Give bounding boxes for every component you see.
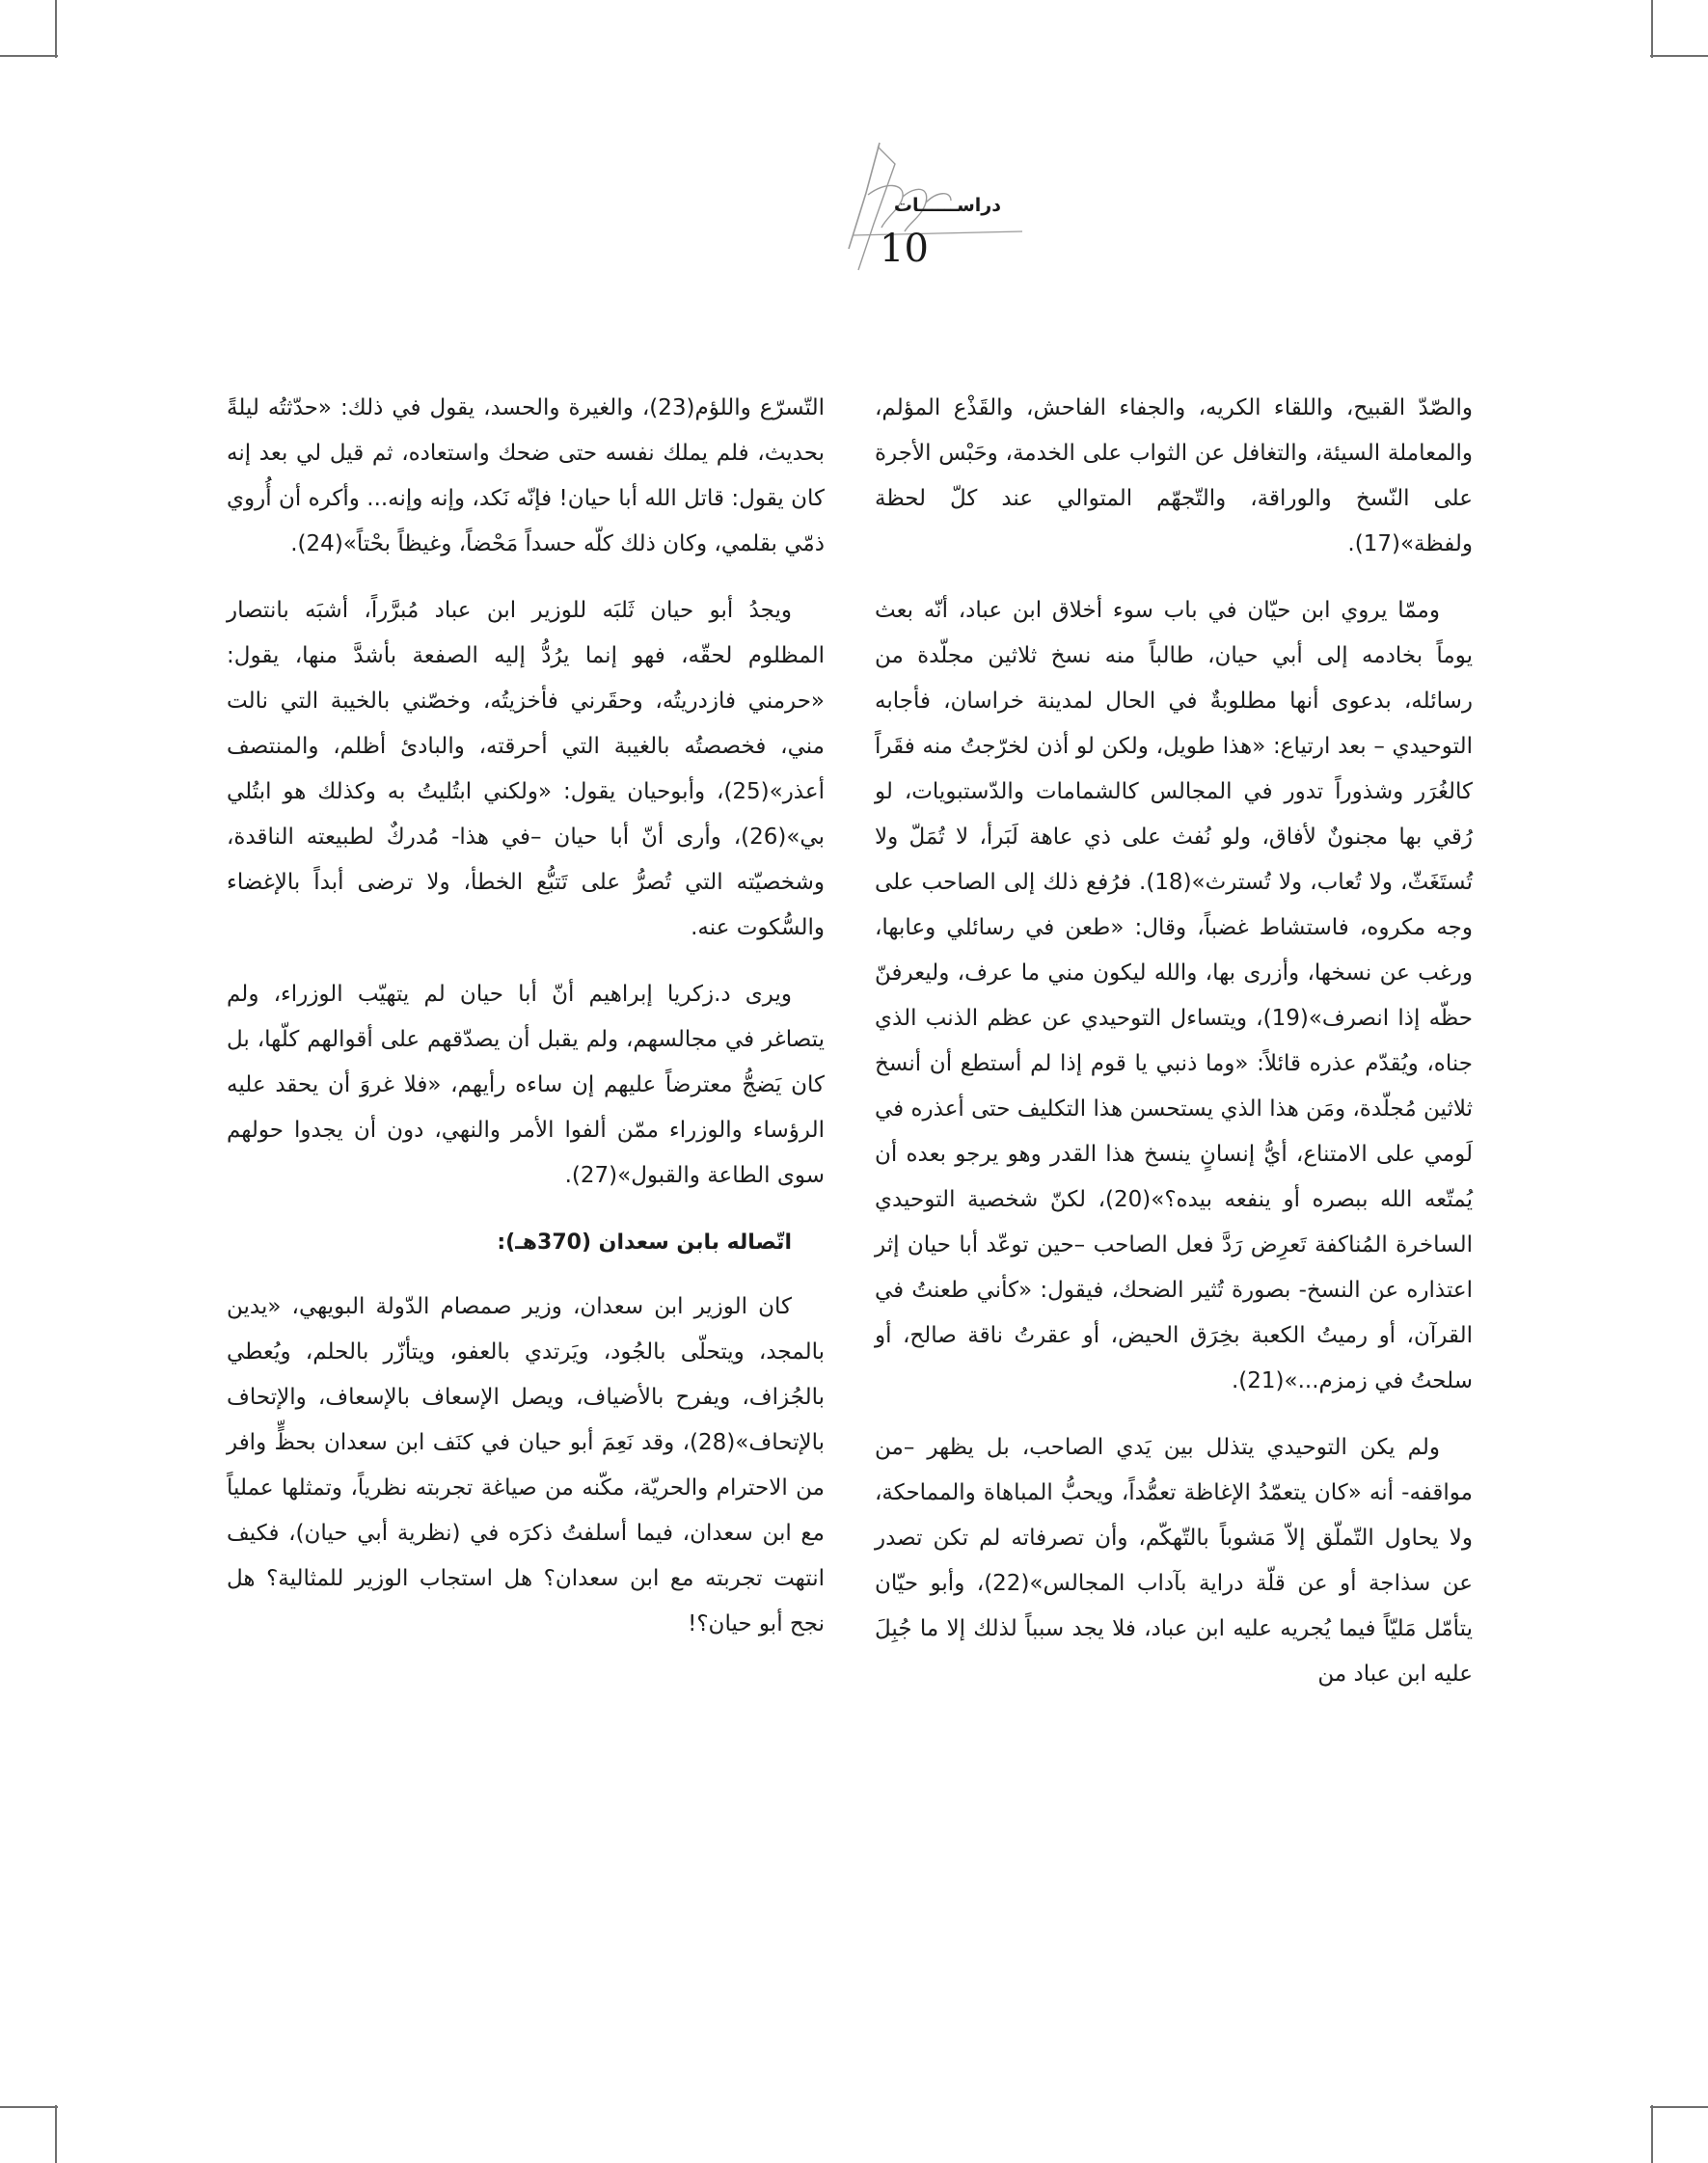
page-header bbox=[810, 135, 1051, 280]
crop-mark-top-right-horizontal bbox=[1650, 55, 1708, 57]
crop-mark-top-left-horizontal bbox=[0, 55, 58, 57]
paragraph: ويرى د.زكريا إبراهيم أنّ أبا حيان لم يتهيّب الوزراء، ولم يتصاغر في مجالسهم، ولم يقبل أن يصدّقهم على أقوالهم كلّها، بل كان يَضجُّ معترضاً عليهم إن ساءه رأيهم، «فلا غروَ أن يحقد عليه الرؤساء والوزراء ممّن ألفوا الأمر والنهي، دون أن يجدوا حولهم سوى الطاعة والقبول»(27). bbox=[227, 982, 825, 1188]
crop-mark-top-left-vertical bbox=[55, 0, 57, 58]
paragraph: وممّا يروي ابن حيّان في باب سوء أخلاق ابن عباد، أنّه بعث يوماً بخادمه إلى أبي حيان، طالباً منه نسخ ثلاثين مجلّدة من رسائله، بدعوى أنها مطلوبةٌ في الحال لمدينة خراسان، فأجابه التوحيدي – بعد ارتياع: «هذا طويل، ولكن لو أذن لخرّجتُ منه فقَراً كالغُرَر وشذوراً تدور في المجالس كالشمامات والدّستبويات، لو رُقي بها مجنونٌ لأفاق، ولو نُفث على ذي عاهة لَبَرأ، لا تُمَلّ ولا تُستَغَثّ، ولا تُعاب، ولا تُسترث»(18). فرُفع ذلك إلى الصاحب على وجه مكروه، فاستشاط غضباً، وقال: «طعن في رسائلي وعابها، ورغب عن نسخها، وأزرى بها، والله ليكون مني ما عرف، وليعرفنّ حظّه إذا انصرف»(19)، ويتساءل التوحيدي عن عظم الذنب الذي جناه، ويُقدّم عذره قائلاً: «وما ذنبي يا قوم إذا لم أستطع أن أنسخ ثلاثين مُجلّدة، ومَن هذا الذي يستحسن هذا التكليف حتى أعذره في لَومي على الامتناع، أيُّ إنسانٍ ينسخ هذا القدر وهو يرجو بعده أن يُمتّعه الله ببصره أو ينفعه بيده؟»(20)، لكنّ شخصية التوحيدي الساخرة المُناكفة تَعرِض رَدَّ فعل الصاحب –حين توعّد أبا حيان إثر اعتذاره عن النسخ- بصورة تُثير الضحك، فيقول: «كأني طعنتُ في القرآن، أو رميتُ الكعبة بخِرَق الحيض، أو عقرتُ ناقة صالح، أو سلحتُ في زمزم...»(21). bbox=[875, 598, 1473, 1393]
crop-mark-bottom-right-vertical bbox=[1651, 2105, 1653, 2163]
crop-mark-top-right-vertical bbox=[1651, 0, 1653, 58]
section-heading: اتّصاله بابن سعدان (370هـ): bbox=[497, 1230, 792, 1255]
text-column-left bbox=[227, 386, 825, 1668]
crop-mark-bottom-left-vertical bbox=[55, 2105, 57, 2163]
crop-mark-bottom-right-horizontal bbox=[1650, 2106, 1708, 2108]
section-label: دراســــــات bbox=[893, 195, 1001, 216]
text-column-right bbox=[875, 386, 1473, 1718]
crop-mark-bottom-left-horizontal bbox=[0, 2106, 58, 2108]
paragraph: كان الوزير ابن سعدان، وزير صمصام الدّولة البويهي، «يدين بالمجد، ويتحلّى بالجُود، ويَرتدي بالعفو، ويتأزّر بالحلم، ويُعطي بالجُزاف، ويفرح بالأضياف، ويصل الإسعاف بالإسعاف، والإتحاف بالإتحاف»(28)، وقد نَعِمَ أبو حيان في كنَف ابن سعدان بحظٍّ وافر من الاحترام والحريّة، مكّنه من صياغة تجربته نظرياً، وتمثلها عملياً مع ابن سعدان، فيما أسلفتُ ذكرَه في (نظرية أبي حيان)، فكيف انتهت تجربته مع ابن سعدان؟ هل استجاب الوزير للمثالية؟ هل نجح أبو حيان؟! bbox=[227, 1294, 825, 1636]
paragraph: التّسرّع واللؤم(23)، والغيرة والحسد، يقول في ذلك: «حدّثتُه ليلةً بحديث، فلم يملك نفسه حتى ضحك واستعاده، ثم قيل لي بعد إنه كان يقول: قاتل الله أبا حيان! فإنّه نَكد، وإنه وإنه... وأكره أن أُروي ذمّي بقلمي، وكان ذلك كلّه حسداً مَحْضاً، وغيظاً بحْتاً»(24). bbox=[227, 395, 826, 556]
paragraph: ويجدُ أبو حيان ثَلبَه للوزير ابن عباد مُبرَّراً، أشبَه بانتصار المظلوم لحقّه، فهو إنما يرُدُّ إليه الصفعة بأشدَّ منها، يقول: «حرمني فازدريتُه، وحقَرني فأخزيتُه، وخصّني بالخيبة التي نالت مني، فخصصتُه بالغيبة التي أحرقته، والبادئ أظلم، والمنتصف أعذر»(25)، وأبوحيان يقول: «ولكني ابتُليتُ به وكذلك هو ابتُلي بي»(26)، وأرى أنّ أبا حيان –في هذا- مُدركٌ لطبيعته الناقدة، وشخصيّته التي تُصرُّ على تَتبُّع الخطأ، ولا ترضى أبداً بالإغضاء والسُّكوت عنه. bbox=[227, 598, 825, 940]
page-number: 10 bbox=[880, 227, 929, 271]
paragraph: والصّدّ القبيح، واللقاء الكريه، والجفاء الفاحش، والقَذْع المؤلم، والمعاملة السيئة، والتغافل عن الثواب على الخدمة، وحَبْس الأجرة على النّسخ والوراقة، والتّجهّم المتوالي عند كلّ لحظة ولفظة»(17). bbox=[875, 395, 1473, 556]
paragraph: ولم يكن التوحيدي يتذلل بين يَدي الصاحب، بل يظهر –من مواقفه- أنه «كان يتعمّدُ الإغاظة تعمُّداً، ويحبُّ المباهاة والمماحكة، ولا يحاول التّملّق إلاّ مَشوباً بالتّهكّم، وأن تصرفاته لم تكن تصدر عن سذاجة أو عن قلّة دراية بآداب المجالس»(22)، وأبو حيّان يتأمّل مَليّاً فيما يُجريه عليه ابن عباد، فلا يجد سبباً لذلك إلا ما جُبِلَ عليه ابن عباد من bbox=[875, 1435, 1473, 1687]
